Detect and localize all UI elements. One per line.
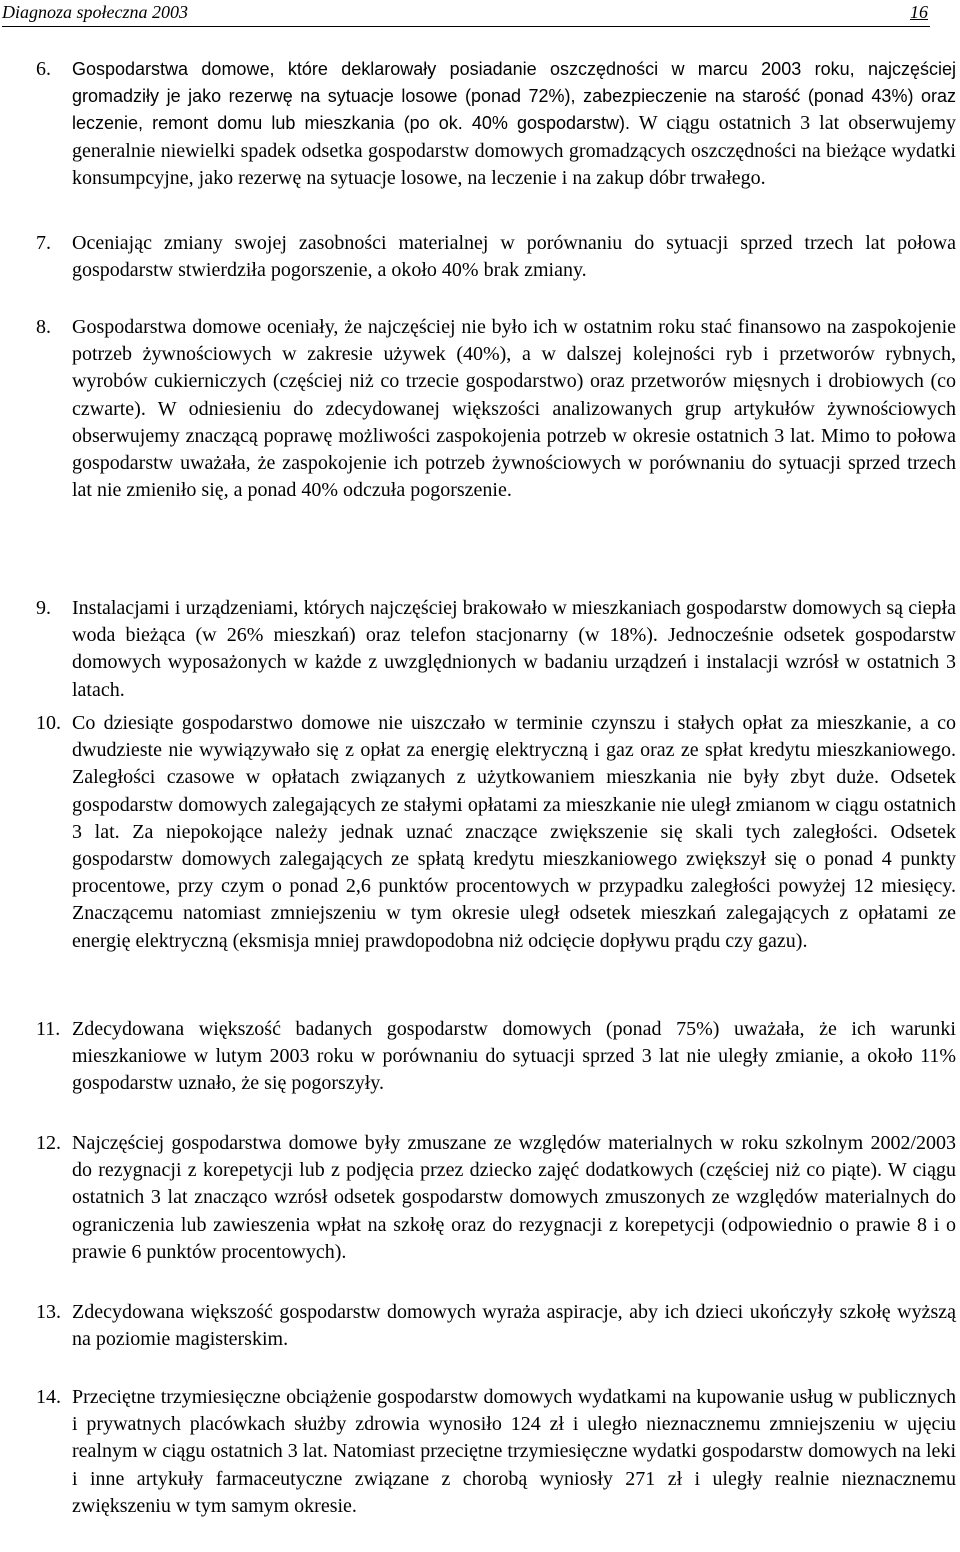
- item-number: 9.: [36, 597, 51, 619]
- list-item-12: [36, 1130, 956, 1266]
- item-text: Gospodarstwa domowe oceniały, że najczęściej nie było ich w ostatnim roku stać finansowo na zaspokojenie potrzeb żywnościowych w zakresie używek (40%), a w dalszej kolejności ryb i przetworów rybnych, wyrobów cukierniczych (częściej niż co trzecie gospodarstwo) oraz przetworów mięsnych i drobiowych (co czwarte). W odniesieniu do zdecydowanej większości analizowanych grup artykułów żywnościowych obserwujemy znaczącą poprawę możliwości zaspokojenia potrzeb w okresie ostatnich 3 lat. Mimo to połowa gospodarstw uważała, że zaspokojenie ich potrzeb żywnościowych w porównaniu do sytuacji sprzed trzech lat nie zmieniło się, a ponad 40% odczuła pogorszenie.: [72, 316, 956, 502]
- list-item-8: [36, 314, 956, 504]
- page-number: 16: [910, 2, 928, 22]
- list-item-11: [36, 1016, 956, 1098]
- item-text-sans: Gospodarstwa domowe, które deklarowały posiadanie oszczędności w marcu 2003 roku, najczęściej gromadziły je jako rezerwę na sytuacje losowe (ponad 72%), zabezpieczenie na starość (ponad 43%) oraz leczenie, remont domu lub mieszkania (po ok. 40% gospodarstw).: [72, 59, 956, 134]
- item-text: Zdecydowana większość badanych gospodarstw domowych (ponad 75%) uważała, że ich warunki mieszkaniowe w lutym 2003 roku w porównaniu do sytuacji sprzed 3 lat nie uległy zmianie, a około 11% gospodarstw uznało, że się pogorszyły.: [72, 1018, 956, 1095]
- list-item-9: [36, 595, 956, 704]
- item-text: Przeciętne trzymiesięczne obciążenie gospodarstw domowych wydatkami na kupowanie usług w publicznych i prywatnych placówkach służby zdrowia wynosiło 124 zł i uległo nieznacznemu zmniejszeniu w ujęciu realnym w ciągu ostatnich 3 lat. Natomiast przeciętne trzymiesięczne wydatki gospodarstw domowych na leki i inne artykuły farmaceutyczne związane z chorobą wyniosły 271 zł i uległy realnie nieznacznemu zwiększeniu w tym samym okresie.: [72, 1386, 956, 1517]
- item-number: 10.: [36, 712, 61, 734]
- item-text: Instalacjami i urządzeniami, których najczęściej brakowało w mieszkaniach gospodarstw domowych są ciepła woda bieżąca (w 26% mieszkań) oraz telefon stacjonarny (w 18%). Jednocześnie odsetek gospodarstw domowych wyposażonych w każde z uwzględnionych w badaniu urządzeń i instalacji wzrósł w ostatnich 3 latach.: [72, 597, 956, 701]
- list-item-14: [36, 1384, 956, 1520]
- item-text: [72, 56, 956, 192]
- list-item-6: [36, 56, 956, 192]
- item-number: 6.: [36, 58, 51, 80]
- item-text: Oceniając zmiany swojej zasobności materialnej w porównaniu do sytuacji sprzed trzech lat połowa gospodarstw stwierdziła pogorszenie, a około 40% brak zmiany.: [72, 232, 956, 282]
- header-title: Diagnoza społeczna 2003: [2, 2, 188, 22]
- item-number: 7.: [36, 232, 51, 254]
- item-text: Co dziesiąte gospodarstwo domowe nie uiszczało w terminie czynszu i stałych opłat za mieszkanie, a co dwudzieste nie wywiązywało się z opłat za energię elektryczną i gaz oraz ze spłat kredytu mieszkaniowego. Zaległości czasowe w opłatach związanych z użytkowaniem mieszkania nie były zbyt duże. Odsetek gospodarstw domowych zalegających ze stałymi opłatami za mieszkanie nie uległ zmianom w ciągu ostatnich 3 lat. Za niepokojące należy jednak uznać znaczące zwiększenie się skali tych zaległości. Odsetek gospodarstw domowych zalegających ze spłatą kredytu mieszkaniowego zwiększył się o ponad 4 punkty procentowe, przy czym o ponad 2,6 punktów procentowych w przypadku zaległości powyżej 12 miesięcy. Znaczącemu natomiast zmniejszeniu w tym okresie uległ odsetek mieszkań zalegających z opłatami ze energię elektryczną (eksmisja mniej prawdopodobna niż odcięcie dopływu prądu czy gazu).: [72, 712, 956, 952]
- list-item-7: [36, 230, 956, 284]
- item-text: Zdecydowana większość gospodarstw domowych wyraża aspiracje, aby ich dzieci ukończyły szkołę wyższą na poziomie magisterskim.: [72, 1301, 956, 1351]
- item-text-serif: W ciągu ostatnich 3 lat obserwujemy generalnie niewielki spadek odsetka gospodarstw domowych gromadzących oszczędności na bieżące wydatki konsumpcyjne, jako rezerwę na sytuacje losowe, na leczenie i na zakup dóbr trwałego.: [72, 112, 956, 189]
- list-item-13: [36, 1299, 956, 1353]
- item-number: 11.: [36, 1018, 61, 1040]
- item-number: 13.: [36, 1301, 61, 1323]
- list-item-10: [36, 710, 956, 955]
- page-header: [2, 0, 930, 27]
- item-number: 8.: [36, 316, 51, 338]
- item-number: 14.: [36, 1386, 61, 1408]
- item-number: 12.: [36, 1132, 61, 1154]
- item-text: Najczęściej gospodarstwa domowe były zmuszane ze względów materialnych w roku szkolnym 2002/2003 do rezygnacji z korepetycji lub z podjęcia przez dziecko zajęć dodatkowych (częściej niż co piąte). W ciągu ostatnich 3 lat znacząco wzrósł odsetek gospodarstw domowych zmuszonych ze względów materialnych do ograniczenia lub zawieszenia wpłat na szkołę oraz do rezygnacji z korepetycji (odpowiednio o prawie 8 i o prawie 6 punktów procentowych).: [72, 1132, 956, 1263]
